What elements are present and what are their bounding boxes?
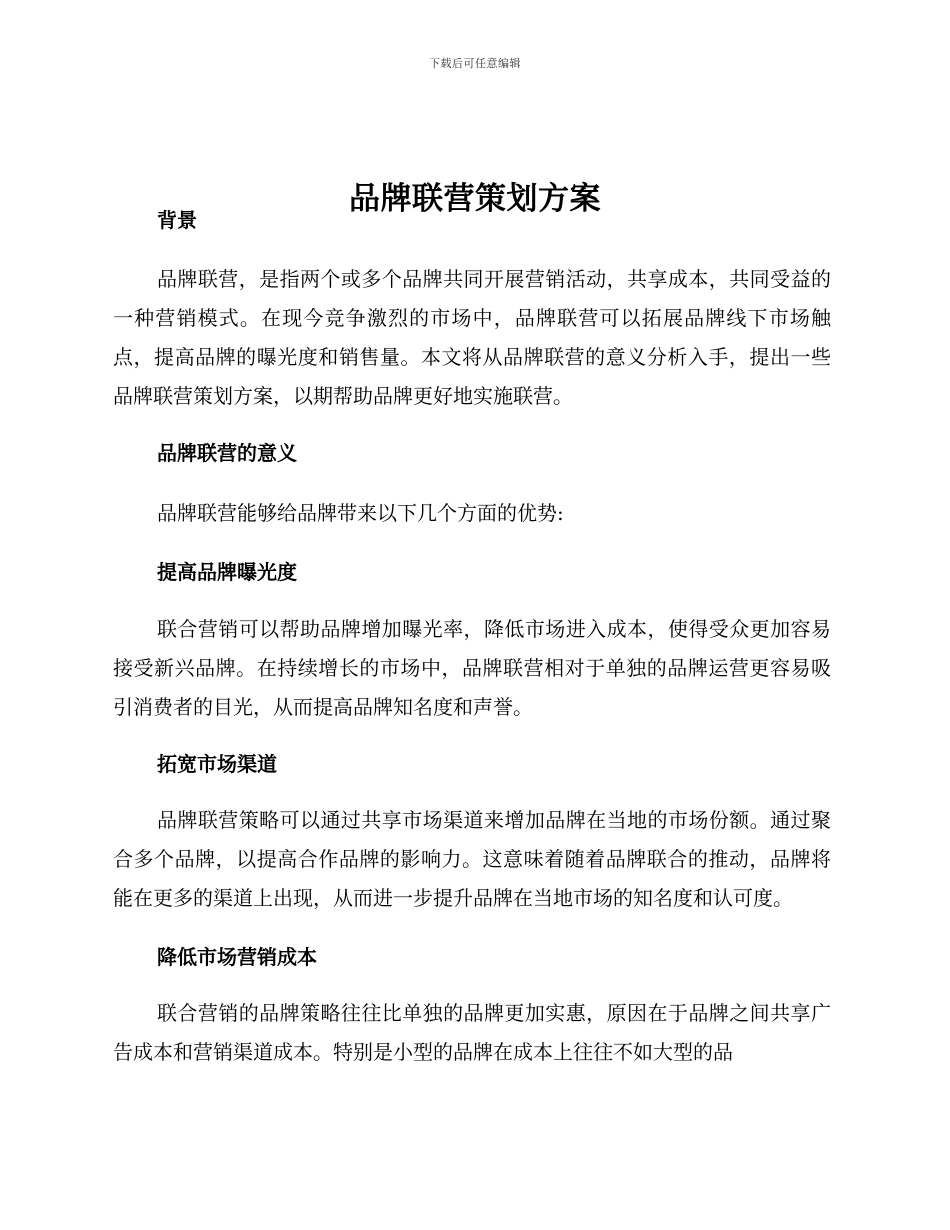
page-header-note: 下载后可任意编辑 [429, 57, 521, 70]
paragraph-cost: 联合营销的品牌策略往往比单独的品牌更加实惠，原因在于品牌之间共享广告成本和营销渠道成本。特别是小型的品牌在成本上往往不如大型的品 [113, 1001, 831, 1064]
document-body [113, 205, 831, 1072]
document-title: 品牌联营策划方案 [349, 180, 601, 217]
paragraph-meaning: 品牌联营能够给品牌带来以下几个方面的优势: [157, 501, 564, 525]
paragraph-exposure: 联合营销可以帮助品牌增加曝光率，降低市场进入成本，使得受众更加容易接受新兴品牌。在持续增长的市场中，品牌联营相对于单独的品牌运营更容易吸引消费者的目光，从而提高品牌知名度和声誉。 [113, 617, 831, 719]
section-heading-meaning: 品牌联营的意义 [157, 441, 297, 465]
section-heading-background: 背景 [157, 208, 197, 232]
paragraph-channel: 品牌联营策略可以通过共享市场渠道来增加品牌在当地的市场份额。通过聚合多个品牌，以提高合作品牌的影响力。这意味着随着品牌联合的推动，品牌将能在更多的渠道上出现，从而进一步提升品牌在当地市场的知名度和认可度。 [113, 808, 831, 910]
section-heading-exposure: 提高品牌曝光度 [157, 560, 297, 584]
section-heading-channel: 拓宽市场渠道 [157, 752, 277, 776]
section-heading-cost: 降低市场营销成本 [157, 945, 317, 969]
paragraph-background: 品牌联营，是指两个或多个品牌共同开展营销活动，共享成本，共同受益的一种营销模式。在现今竞争激烈的市场中，品牌联营可以拓展品牌线下市场触点，提高品牌的曝光度和销售量。本文将从品牌联营的意义分析入手，提出一些品牌联营策划方案，以期帮助品牌更好地实施联营。 [113, 267, 831, 408]
